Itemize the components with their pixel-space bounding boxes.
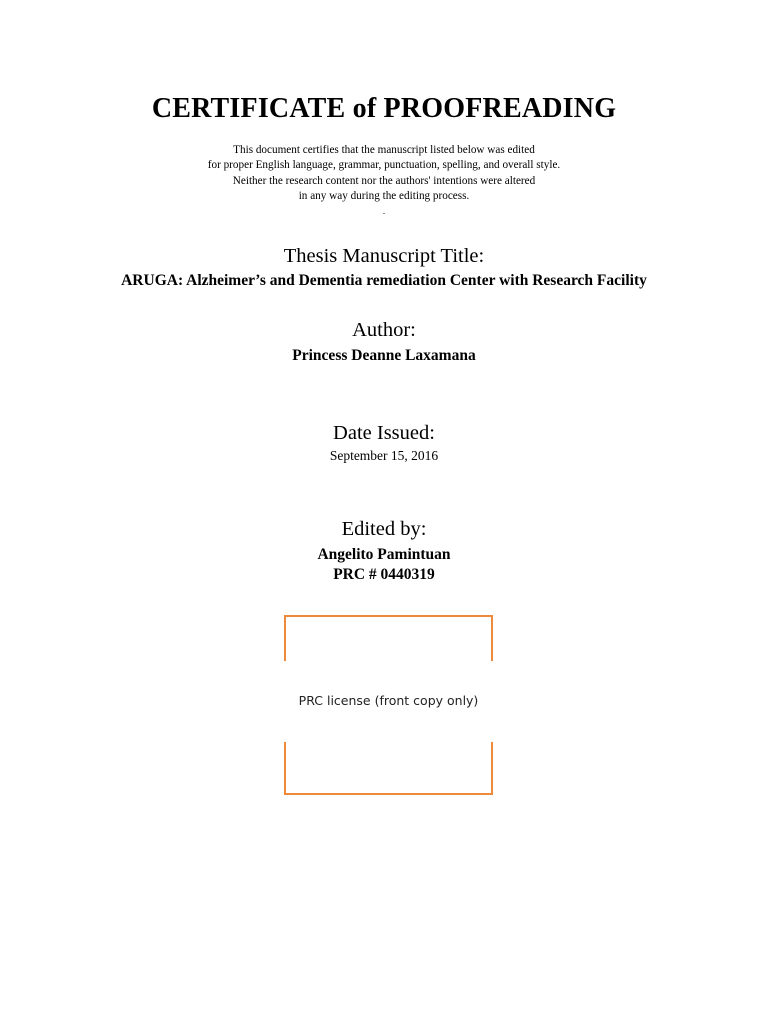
date-issued-heading: Date Issued: [333, 422, 435, 444]
prc-license-placeholder [284, 615, 493, 795]
author-name: Princess Deanne Laxamana [292, 347, 476, 364]
license-placeholder-label: PRC license (front copy only) [298, 693, 479, 708]
placeholder-border-right-lower [491, 742, 493, 795]
placeholder-border-right-upper [491, 615, 493, 661]
separator-dot: . [382, 206, 386, 216]
editor-name: Angelito Pamintuan [317, 546, 451, 563]
editor-details [0, 545, 768, 585]
placeholder-border-top [284, 615, 493, 617]
thesis-title-heading: Thesis Manuscript Title: [283, 245, 485, 267]
placeholder-border-bottom [284, 793, 493, 795]
statement-line: Neither the research content nor the authors' intentions were altered [232, 174, 536, 187]
edited-by-heading: Edited by: [341, 518, 427, 540]
placeholder-border-left-upper [284, 615, 286, 661]
certificate-title: CERTIFICATE of PROOFREADING [151, 93, 617, 124]
certification-statement [0, 143, 768, 205]
statement-line: for proper English language, grammar, punctuation, spelling, and overall style. [207, 159, 561, 172]
thesis-title-value: ARUGA: Alzheimer’s and Dementia remediation Center with Research Facility [121, 272, 647, 289]
date-issued-value: September 15, 2016 [329, 448, 439, 463]
placeholder-border-left-lower [284, 742, 286, 795]
statement-line: in any way during the editing process. [298, 190, 470, 203]
statement-line: This document certifies that the manuscript listed below was edited [233, 144, 535, 156]
author-heading: Author: [352, 319, 416, 341]
editor-license-number: PRC # 0440319 [333, 566, 435, 583]
